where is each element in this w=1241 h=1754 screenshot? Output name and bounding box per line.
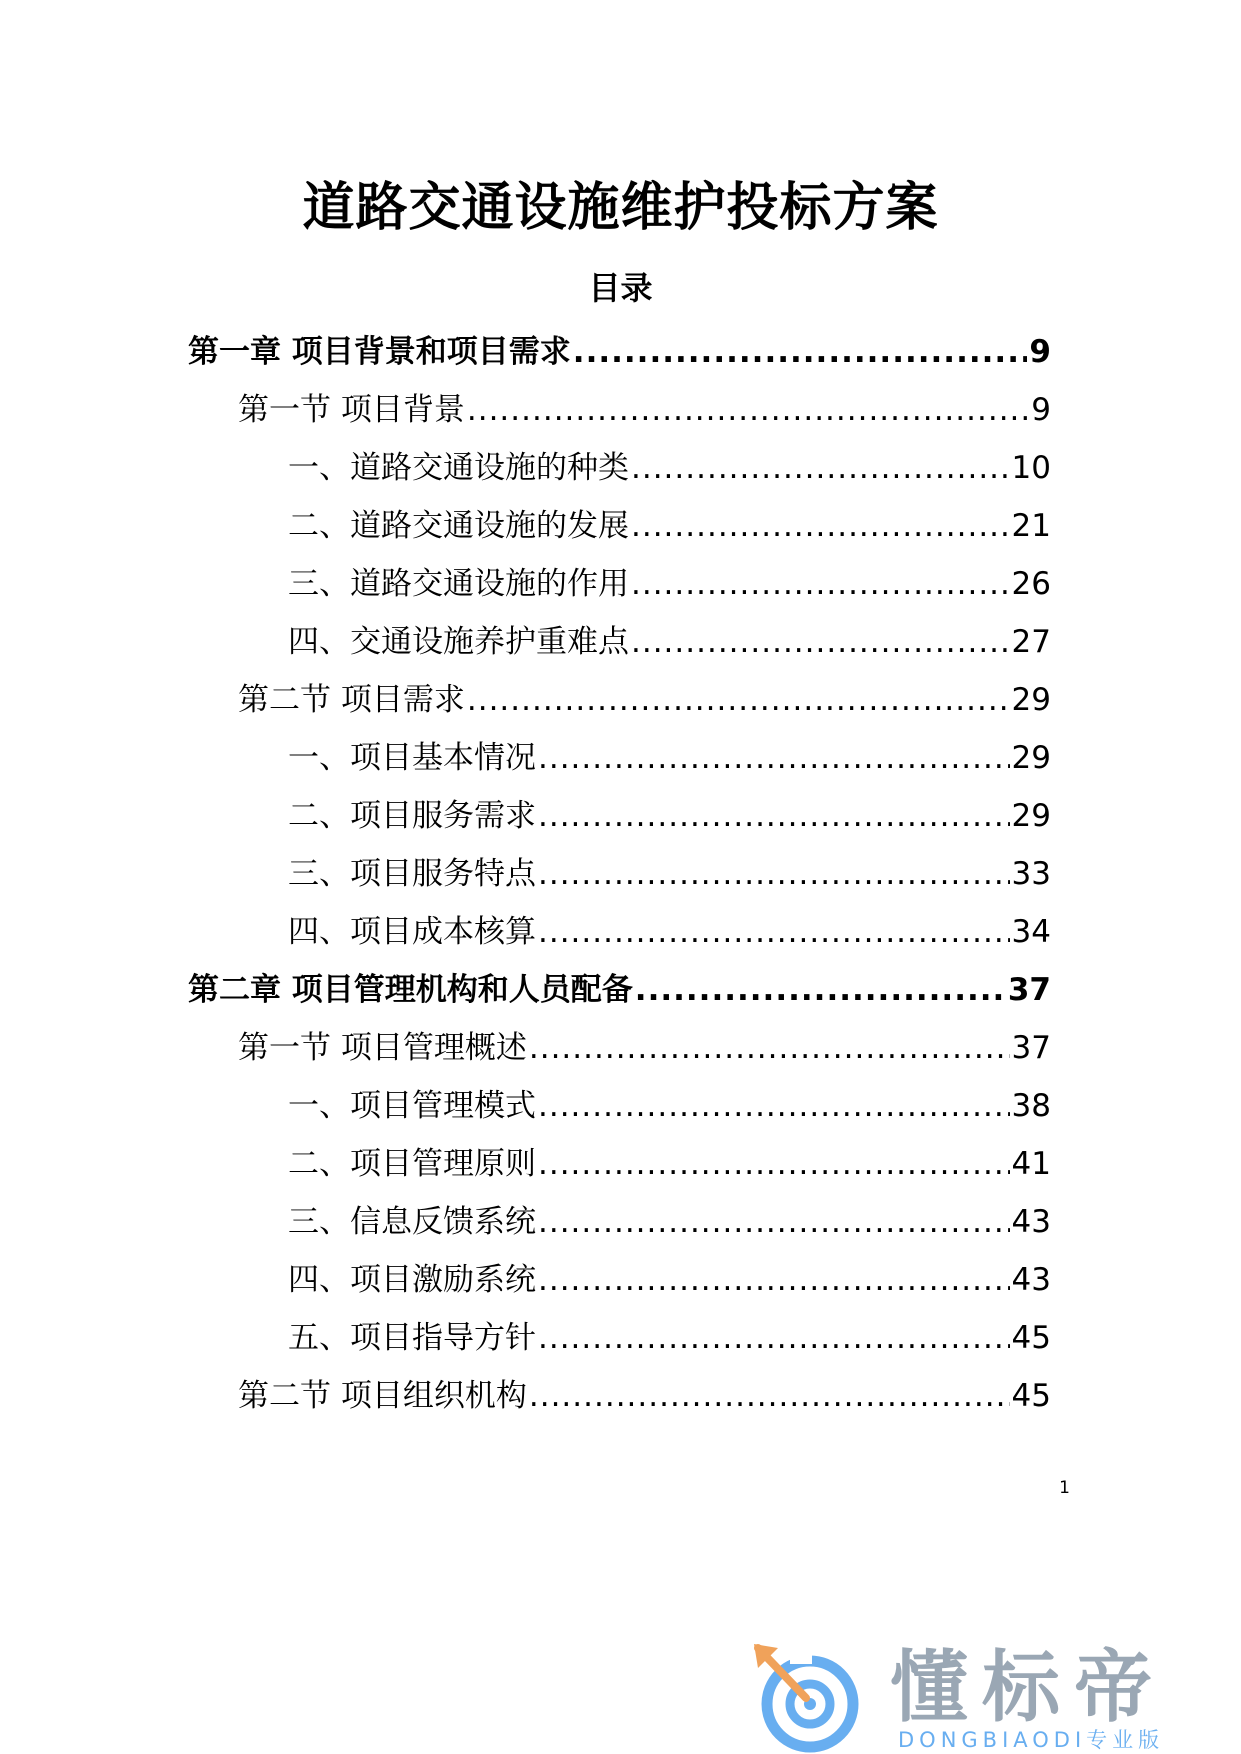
toc-entry-label: 第一节 项目管理概述 [238,1030,527,1066]
toc-entry-page: 38 [1011,1088,1051,1124]
toc-entry[interactable] [288,1316,1051,1360]
toc-entry[interactable] [288,446,1051,490]
toc-entry-label: 第二章 项目管理机构和人员配备 [188,972,633,1008]
toc-dot-leader [538,736,1010,780]
toc-entry[interactable] [188,330,1051,374]
toc-entry-page: 43 [1011,1204,1051,1240]
target-arrow-icon [752,1642,864,1754]
watermark [742,1640,1241,1754]
toc-entry-label: 一、项目管理模式 [288,1088,536,1124]
toc-entry-label: 第一节 项目背景 [238,392,465,428]
toc-dot-leader [529,1374,1010,1418]
toc-dot-leader [538,1142,1010,1186]
toc-entry[interactable] [238,1374,1051,1418]
toc-entry[interactable] [238,388,1051,432]
toc-dot-leader [538,1084,1010,1128]
toc-dot-leader [529,1026,1010,1070]
watermark-subtitle: DONGBIAODI专业版 [898,1728,1165,1752]
toc-entry-page: 26 [1011,566,1051,602]
toc-entry-label: 第二节 项目组织机构 [238,1378,527,1414]
toc-entry[interactable] [288,852,1051,896]
toc-entry-label: 五、项目指导方针 [288,1320,536,1356]
toc-dot-leader [538,794,1010,838]
toc-dot-leader [538,1258,1010,1302]
toc-dot-leader [538,852,1010,896]
toc-entry-page: 34 [1011,914,1051,950]
toc-entry[interactable] [288,794,1051,838]
toc-entry-page: 29 [1011,682,1051,718]
toc-entry-label: 二、项目服务需求 [288,798,536,834]
toc-entry[interactable] [238,678,1051,722]
toc-dot-leader [538,910,1010,954]
toc-entry-label: 一、道路交通设施的种类 [288,450,629,486]
toc-entry-label: 三、项目服务特点 [288,856,536,892]
toc-dot-leader [635,968,1006,1012]
toc-entry-label: 一、项目基本情况 [288,740,536,776]
toc-dot-leader [467,388,1029,432]
toc-entry[interactable] [288,562,1051,606]
toc-entry[interactable] [288,1200,1051,1244]
toc-entry-page: 9 [1029,334,1051,370]
toc-entry-label: 第一章 项目背景和项目需求 [188,334,571,370]
document-title: 道路交通设施维护投标方案 [302,178,939,238]
toc-entry-label: 三、道路交通设施的作用 [288,566,629,602]
toc-entry[interactable] [288,1258,1051,1302]
toc-dot-leader [631,446,1010,490]
toc-entry-label: 二、项目管理原则 [288,1146,536,1182]
toc-entry[interactable] [288,504,1051,548]
toc-entry[interactable] [288,1142,1051,1186]
toc-entry[interactable] [188,968,1051,1012]
toc-dot-leader [467,678,1010,722]
watermark-brand: 懂标帝 [890,1643,1167,1733]
toc-entry-page: 21 [1011,508,1051,544]
toc-entry-page: 37 [1011,1030,1051,1066]
toc-dot-leader [631,562,1010,606]
toc-entry-label: 四、项目成本核算 [288,914,536,950]
toc-entry-page: 43 [1011,1262,1051,1298]
toc-entry[interactable] [288,620,1051,664]
toc-entry-label: 四、项目激励系统 [288,1262,536,1298]
page-number: 1 [1059,1478,1070,1498]
toc-entry-page: 41 [1011,1146,1051,1182]
toc-entry-page: 37 [1007,972,1051,1008]
toc-entry-label: 二、道路交通设施的发展 [288,508,629,544]
toc-entry-page: 29 [1011,798,1051,834]
toc-entry[interactable] [288,736,1051,780]
toc-entry-label: 三、信息反馈系统 [288,1204,536,1240]
toc-entry-page: 27 [1011,624,1051,660]
toc-entry-page: 10 [1011,450,1051,486]
toc-dot-leader [538,1200,1010,1244]
toc-entry[interactable] [238,1026,1051,1070]
toc-entry-page: 45 [1011,1320,1051,1356]
toc-entry-label: 第二节 项目需求 [238,682,465,718]
toc-entry[interactable] [288,910,1051,954]
toc-heading: 目录 [588,269,653,307]
toc-dot-leader [573,330,1028,374]
toc-entry-label: 四、交通设施养护重难点 [288,624,629,660]
toc-dot-leader [631,504,1010,548]
toc-entry-page: 29 [1011,740,1051,776]
toc-dot-leader [631,620,1010,664]
toc-entry-page: 33 [1011,856,1051,892]
toc-entry[interactable] [288,1084,1051,1128]
toc-entry-page: 45 [1011,1378,1051,1414]
toc-entry-page: 9 [1031,392,1051,428]
toc-dot-leader [538,1316,1010,1360]
